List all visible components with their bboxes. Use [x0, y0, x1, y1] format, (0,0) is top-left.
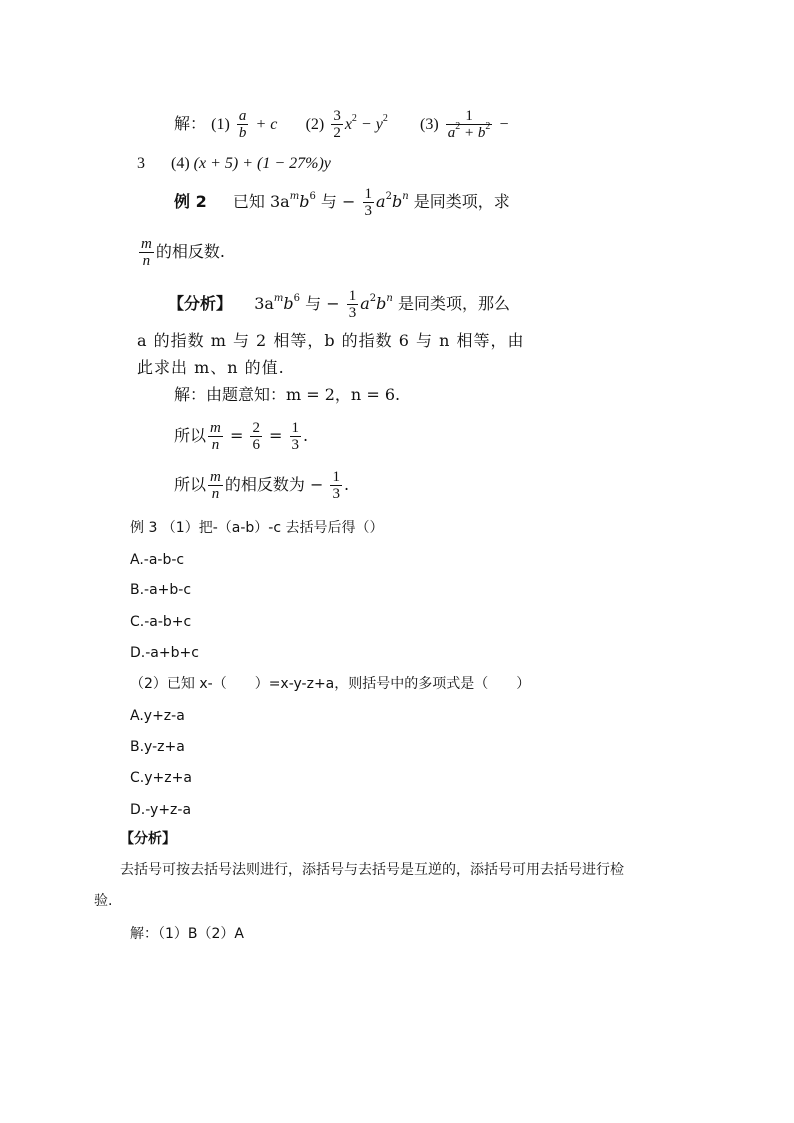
analysis-line3: 此求出 m、n 的值. [137, 358, 285, 377]
fraction-m-over-n: $\frac{m}{n}$ [141, 236, 152, 269]
answer1-line2: 3 (4) (x + 5) + (1 − 27%)y [137, 155, 331, 172]
ex3-q2-option-a: A.y+z-a [130, 708, 185, 724]
answer1-line1: 解： (1) $\frac{a}{b}$ + c (2) $\frac{3}{2}$ $x^2 - y^2$ (3) $\frac{1}{a^2 + b^2}$ − [174, 108, 509, 141]
analysis-line2: a 的指数 m 与 2 相等，b 的指数 6 与 n 相等，由 [137, 331, 525, 350]
ex3-option-b: B.-a+b-c [130, 582, 192, 598]
example3-analysis-label: 【分析】 [120, 831, 176, 847]
example3-analysis-line1: 去括号可按去括号法则进行，添括号与去括号是互逆的，添括号可用去括号进行检 [120, 862, 624, 878]
example3-answer: 解：（1）B（2）A [130, 926, 244, 942]
part3-label: (3) [420, 116, 439, 133]
ex3-option-a: A.-a-b-c [130, 552, 185, 568]
analysis-line1: 【分析】 $3a^mb^6$ 与 − $\frac{1}{3}$ $a^2b^n$ 是同类项，那么 [168, 288, 510, 321]
solution2-line2: 所以 $\frac{m}{n}$ = $\frac{2}{6}$ = $\frac{1}{3}$ . [174, 420, 309, 453]
fraction-3-over-2: $\frac{3}{2}$ [333, 108, 341, 141]
fraction-a-over-b: $\frac{a}{b}$ [238, 108, 247, 141]
fraction-1-over-3: $\frac{1}{3}$ [364, 186, 373, 219]
ex3-q2-option-d: D.-y+z-a [130, 802, 192, 818]
ex3-q2-option-b: B.y-z+a [130, 739, 185, 755]
ex3-q2-option-c: C.y+z+a [130, 770, 192, 786]
part1-tail: + c [255, 116, 278, 133]
part1-label: (1) [211, 116, 230, 133]
example3-analysis-line2: 验. [94, 893, 113, 909]
example3-title: 例 3 （1）把-（a-b）-c 去括号后得（） [130, 520, 384, 536]
part2-label: (2) [305, 116, 325, 133]
ex3-option-d: D.-a+b+c [130, 645, 199, 661]
analysis-label: 【分析】 [168, 294, 233, 313]
solution2-line3: 所以 $\frac{m}{n}$ 的相反数为 − $\frac{1}{3}$ . [174, 469, 350, 502]
fraction-1-over-3: $\frac{1}{3}$ [348, 288, 357, 321]
ex3-option-c: C.-a-b+c [130, 614, 192, 630]
solution2-line1: 解：由题意知：m = 2，n = 6. [174, 385, 401, 404]
example2-label: 例 2 [174, 192, 207, 211]
jie-label: 解 [174, 114, 191, 133]
fraction-1-over-a2b2: $\frac{1}{a^2 + b^2}$ [447, 108, 491, 141]
example3-question2: （2）已知 x-（ ）=x-y-z+a，则括号中的多项式是（ ） [130, 676, 531, 692]
example2-line2: $\frac{m}{n}$ 的相反数. [141, 236, 225, 269]
example2-line1: 例 2 已知 $3a^mb^6$ 与 − $\frac{1}{3}$ $a^2b^n$ 是同类项，求 [174, 186, 510, 219]
